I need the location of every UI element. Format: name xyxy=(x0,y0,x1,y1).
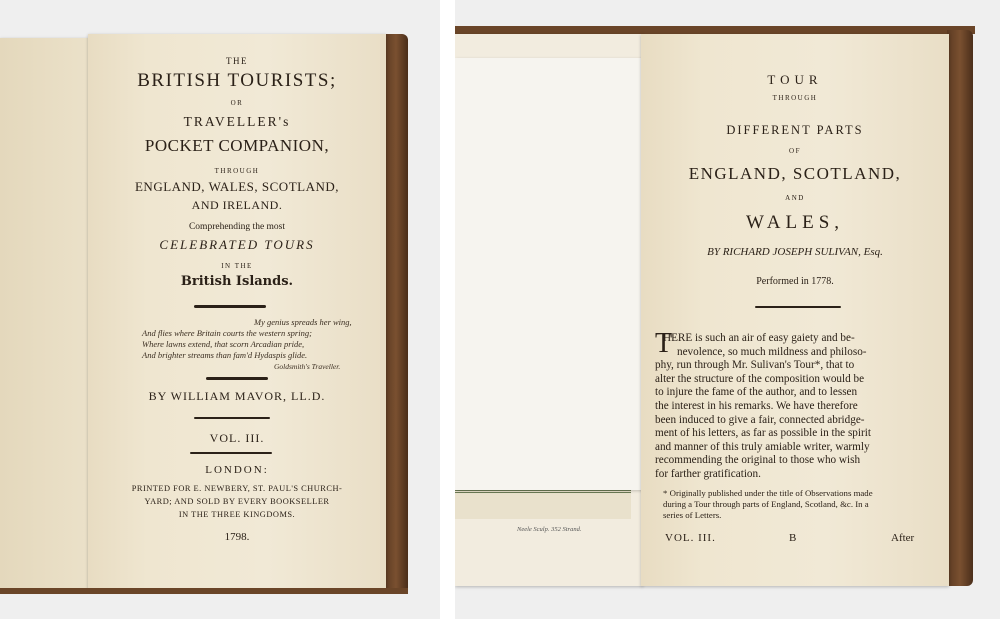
footnote-line: * Originally published under the title of Observations made xyxy=(663,488,873,498)
poem-line: Where lawns extend, that scorn Arcadian pride, xyxy=(142,339,305,349)
ornamental-rule-2 xyxy=(206,377,268,380)
map-credit: Neele Sculp. 352 Strand. xyxy=(517,526,582,533)
paragraph-line: and manner of this truly amiable writer, warmly xyxy=(655,440,870,453)
tour-through: THROUGH xyxy=(772,94,818,102)
poem-line: And flies where Britain courts the western spring; xyxy=(142,328,312,338)
imprint-line-1: PRINTED FOR E. NEWBERY, ST. PAUL'S CHURCH- xyxy=(131,484,343,493)
imprint-line-2: YARD; AND SOLD BY EVERY BOOKSELLER xyxy=(144,497,330,506)
paragraph-line: nevolence, so much mildness and philoso- xyxy=(677,345,867,358)
poem-line: And brighter streams than fam'd Hydaspis glide. xyxy=(142,350,308,360)
left-title-page xyxy=(88,34,386,590)
right-book-top-edge xyxy=(455,26,975,34)
book-title: BRITISH TOURISTS; xyxy=(137,70,337,91)
author-line: BY WILLIAM MAVOR, LL.D. xyxy=(148,389,326,403)
volume-footer: VOL. III. xyxy=(665,532,716,544)
publication-year: 1798. xyxy=(224,531,250,543)
paragraph-line: been induced to give a fair, connected abridge- xyxy=(655,413,865,426)
title-through: THROUGH xyxy=(214,167,260,175)
wales-heading: WALES, xyxy=(745,212,845,233)
comprehending-text: Comprehending the most xyxy=(188,222,286,232)
different-parts: DIFFERENT PARTS xyxy=(726,123,864,137)
footnote xyxy=(663,488,939,521)
poem-attribution: Goldsmith's Traveller. xyxy=(274,362,341,371)
celebrated-tours: CELEBRATED TOURS xyxy=(159,237,315,252)
right-text-page xyxy=(641,34,949,586)
tour-of: OF xyxy=(789,147,801,155)
right-book-spine xyxy=(947,30,973,586)
paragraph-line: HERE is such an air of easy gaiety and be- xyxy=(663,332,855,344)
folded-map-flap xyxy=(455,58,643,490)
tour-and: AND xyxy=(785,194,805,202)
paragraph-line: alter the structure of the composition would be xyxy=(655,372,865,385)
left-book-bottom-edge xyxy=(0,588,408,594)
catchword: After xyxy=(891,532,915,544)
imprint-line-3: IN THE THREE KINGDOMS. xyxy=(178,510,296,519)
signature-mark: B xyxy=(789,532,797,544)
map-border xyxy=(455,490,631,519)
title-in-the: IN THE xyxy=(221,262,253,270)
paragraph-line: to injure the fame of the author, and to lessen xyxy=(655,386,858,399)
places-line-1: ENGLAND, WALES, SCOTLAND, xyxy=(134,179,339,194)
paragraph-line: phy, run through Mr. Sulivan's Tour*, that to xyxy=(655,359,855,372)
ornamental-rule-1 xyxy=(194,305,266,308)
england-scotland: ENGLAND, SCOTLAND, xyxy=(688,164,902,183)
right-ornamental-rule xyxy=(755,306,841,308)
footnote-line: series of Letters. xyxy=(663,510,722,520)
imprint-london: LONDON: xyxy=(205,464,269,476)
paragraph-line: for farther gratification. xyxy=(655,467,761,480)
left-facing-page xyxy=(0,38,88,590)
paragraph-line: the interest in his remarks. We have therefore xyxy=(655,399,858,412)
drop-cap: T xyxy=(655,328,673,359)
right-book-photo xyxy=(455,0,1000,619)
places-line-2: AND IRELAND. xyxy=(191,198,283,212)
paragraph-line: recommending the original to those who wish xyxy=(655,454,861,467)
poem-line: My genius spreads her wing, xyxy=(254,317,352,327)
title-the: THE xyxy=(226,56,248,66)
british-islands: British Islands. xyxy=(180,274,294,289)
performed-date: Performed in 1778. xyxy=(756,276,834,287)
subtitle-pocket-companion: POCKET COMPANION, xyxy=(144,136,330,155)
right-author-line: BY RICHARD JOSEPH SULIVAN, Esq. xyxy=(707,246,883,258)
title-or: OR xyxy=(230,99,244,107)
volume-label: VOL. III. xyxy=(209,431,265,445)
ornamental-rule-4 xyxy=(190,452,272,454)
left-book-spine xyxy=(384,34,408,594)
subtitle-travellers: TRAVELLER's xyxy=(183,114,291,129)
intro-paragraph xyxy=(655,328,935,482)
footnote-line: during a Tour through parts of England, Scotland, &c. In a xyxy=(663,499,869,509)
paragraph-line: ment of his letters, as far as possible in the spirit xyxy=(655,427,871,440)
ornamental-rule-3 xyxy=(194,417,270,419)
left-book-photo xyxy=(0,0,440,619)
tour-heading: TOUR xyxy=(767,72,823,87)
epigraph-poem xyxy=(142,317,362,372)
